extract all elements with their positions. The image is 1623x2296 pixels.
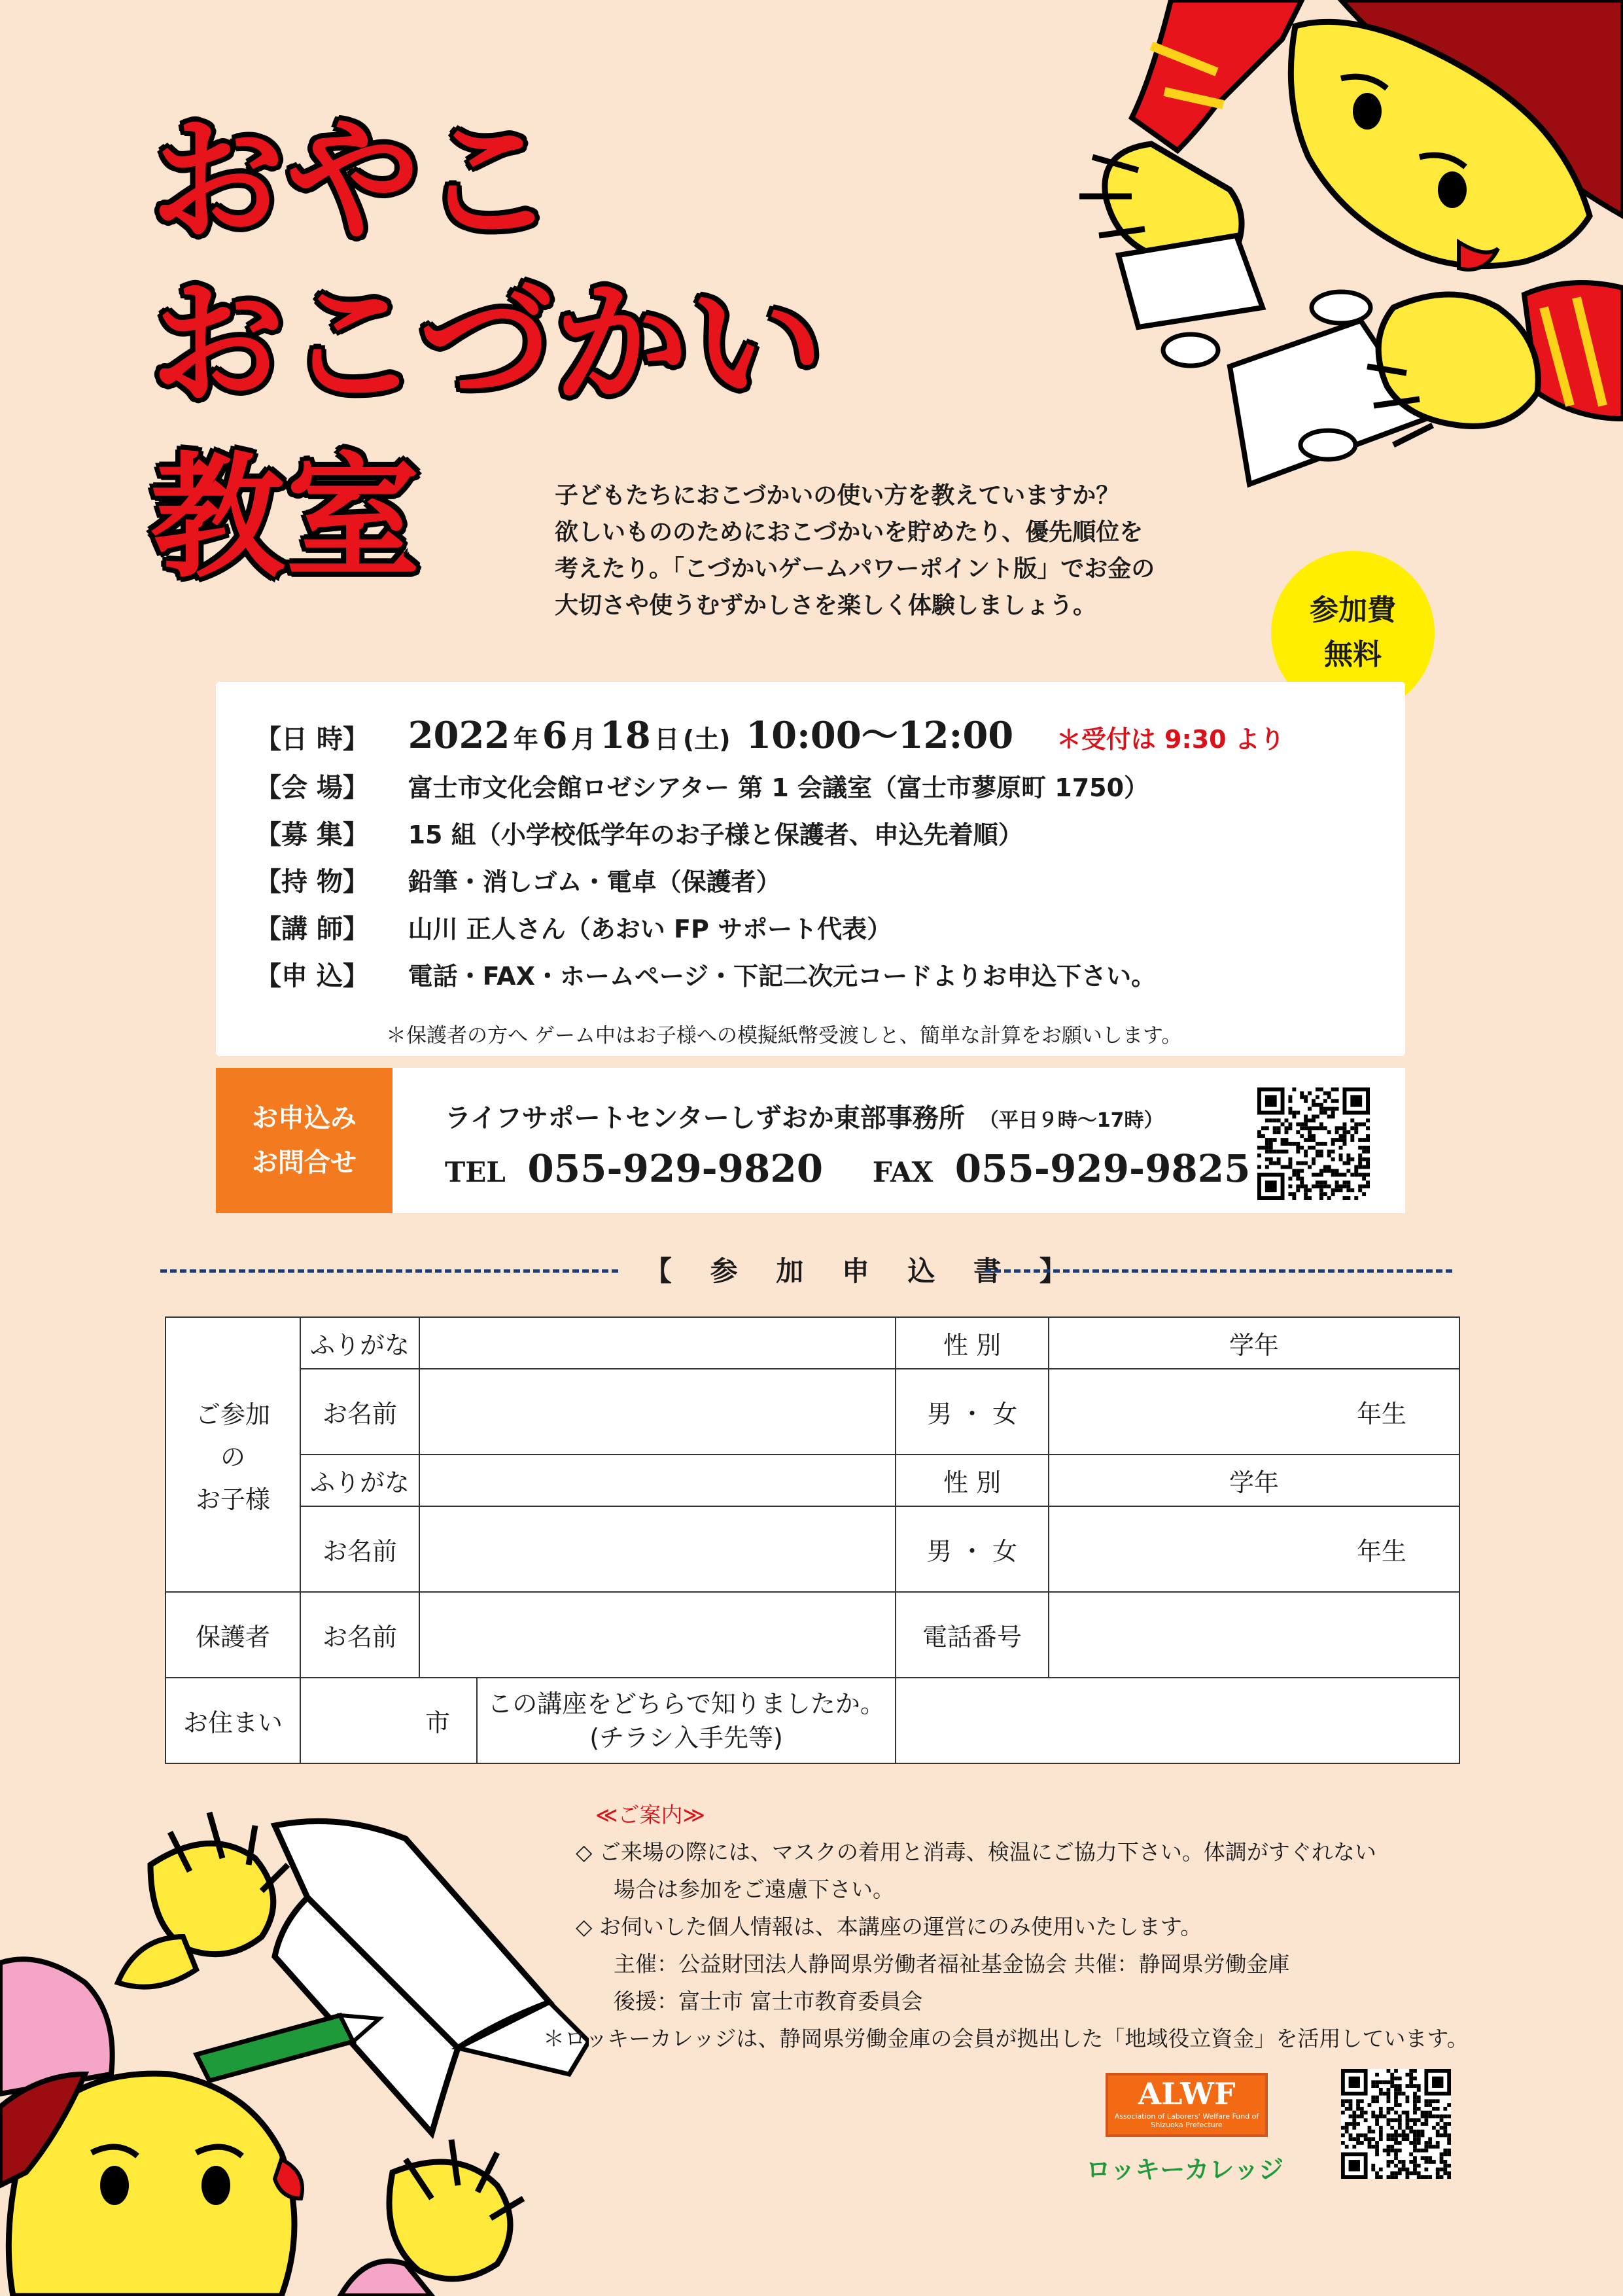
form-row <box>166 1592 1459 1678</box>
form-row <box>166 1678 1459 1763</box>
support-text: 後援：富士市 富士市教育委員会 <box>614 1988 923 2014</box>
contact-label-1: お申込み <box>252 1103 357 1133</box>
character-illustration-bottom <box>0 1767 589 2296</box>
phone-label: 電話番号 <box>896 1592 1049 1678</box>
contact-org <box>445 1097 1164 1135</box>
child-label <box>166 1317 300 1592</box>
info-value-lecturer: 山川 正人さん（あおい FP サポート代表） <box>408 915 892 944</box>
address-label: お住まい <box>166 1678 300 1763</box>
event-info-box <box>216 682 1405 1056</box>
name-label: お名前 <box>300 1369 419 1455</box>
furigana-label: ふりがな <box>300 1455 419 1506</box>
name-label: お名前 <box>300 1592 419 1678</box>
accept-time: ＊受付は 9:30 より <box>1056 725 1285 754</box>
grade-label: 学年 <box>1049 1455 1459 1506</box>
gender-label: 性 別 <box>896 1317 1049 1369</box>
guardian-note: ＊保護者の方へ ゲーム中はお子様への模擬紙幣受渡しと、簡単な計算をお願いします。 <box>386 1024 1182 1048</box>
alwf-logo <box>1106 2073 1268 2137</box>
info-row-date <box>255 707 1285 759</box>
alwf-logo-name: ALWF <box>1138 2076 1236 2111</box>
title-line-1: おやこ <box>150 103 557 259</box>
notice-heading: ≪ご案内≫ <box>595 1802 706 1828</box>
fee-line-1: 参加費 <box>1310 593 1396 627</box>
form-row <box>166 1317 1459 1369</box>
info-value-apply: 電話・FAX・ホームページ・下記二次元コードよりお申込下さい。 <box>408 962 1157 991</box>
fax-number: 055-929-9825 <box>954 1146 1251 1191</box>
info-key-venue: 【会 場】 <box>255 773 369 803</box>
child1-name-field[interactable] <box>419 1369 896 1455</box>
contact-label <box>216 1068 393 1213</box>
date-nen: 年 <box>514 725 539 754</box>
intro-line: 子どもたちにおこづかいの使い方を教えていますか？ <box>555 482 1120 509</box>
fax-label: FAX <box>872 1156 934 1188</box>
source-question <box>477 1678 896 1763</box>
child-label-2: の <box>220 1442 245 1472</box>
fund-note: ＊ロッキーカレッジは、静岡県労働金庫の会員が拠出した「地域役立資金」を活用しています。 <box>543 2026 1469 2051</box>
date-year: 2022 <box>408 714 510 757</box>
intro-text <box>555 478 1209 624</box>
phone-field[interactable] <box>1049 1592 1459 1678</box>
info-key-recruit: 【募 集】 <box>255 820 369 850</box>
title-line-3: 教室 <box>150 440 421 596</box>
notice-section <box>543 1796 1557 2057</box>
contact-label-2: お問合せ <box>252 1148 357 1178</box>
guardian-label: 保護者 <box>166 1592 300 1678</box>
info-key-apply: 【申 込】 <box>255 961 369 991</box>
child-label-3: お子様 <box>195 1485 270 1514</box>
child-label-1: ご参加 <box>195 1400 270 1429</box>
info-value-items: 鉛筆・消しゴム・電卓（保護者） <box>408 868 781 896</box>
date-month: 6 <box>542 714 568 757</box>
grade-label: 学年 <box>1049 1317 1459 1369</box>
child1-furigana-field[interactable] <box>419 1317 896 1369</box>
form-row <box>166 1369 1459 1455</box>
child1-grade-field[interactable]: 年生 <box>1049 1369 1459 1455</box>
contact-hours: （平日９時〜17時） <box>979 1109 1164 1132</box>
source-question-line-2: (チラシ入手先等) <box>589 1723 783 1752</box>
intro-line: 欲しいもののためにおこづかいを貯めたり、優先順位を <box>555 519 1143 546</box>
form-divider-right <box>985 1269 1452 1273</box>
fee-line-2: 無料 <box>1324 638 1382 671</box>
character-illustration-top <box>1001 0 1623 550</box>
contact-org-name: ライフサポートセンターしずおか東部事務所 <box>445 1103 965 1133</box>
info-row-apply <box>255 955 1156 993</box>
sponsor-text: 主催：公益財団法人静岡県労働者福祉基金協会 共催：静岡県労働金庫 <box>614 1951 1290 1977</box>
alwf-logo-sub: Association of Laborers' Welfare Fund of Shizuoka Prefecture <box>1114 2112 1259 2129</box>
info-key-items: 【持 物】 <box>255 867 369 897</box>
info-row-items <box>255 861 781 898</box>
notice-item-1-cont: 場合は参加をご遠慮下さい。 <box>614 1877 894 1902</box>
info-row-venue <box>255 767 1149 804</box>
source-question-line-1: この講座をどちらで知りましたか。 <box>487 1689 885 1718</box>
info-row-recruit <box>255 814 1023 851</box>
notice-item-2: ◇ お伺いした個人情報は、本講座の運営にのみ使用いたします。 <box>576 1914 1202 1939</box>
furigana-label: ふりがな <box>300 1317 419 1369</box>
qr-code-icon[interactable] <box>1341 2069 1451 2179</box>
title-line-2: おこづかい <box>150 267 825 423</box>
contact-box <box>216 1068 1405 1213</box>
form-row <box>166 1455 1459 1506</box>
source-answer-field[interactable] <box>896 1678 1459 1763</box>
intro-line: 考えたり。「こづかいゲームパワーポイント版」でお金の <box>555 556 1155 582</box>
contact-numbers <box>445 1146 1251 1191</box>
qr-code-graphic <box>1341 2069 1451 2179</box>
info-row-lecturer <box>255 908 892 945</box>
info-key-date: 【日 時】 <box>255 724 369 754</box>
child2-gender-choice[interactable]: 男 ・ 女 <box>896 1506 1049 1592</box>
gender-label: 性 別 <box>896 1455 1049 1506</box>
child2-furigana-field[interactable] <box>419 1455 896 1506</box>
tel-number[interactable]: 055-929-9820 <box>527 1146 824 1191</box>
form-title: 【 参 加 申 込 書 】 <box>644 1255 1081 1287</box>
name-label: お名前 <box>300 1506 419 1592</box>
child2-grade-field[interactable]: 年生 <box>1049 1506 1459 1592</box>
qr-code-graphic <box>1257 1087 1370 1200</box>
application-form <box>165 1316 1460 1764</box>
form-divider-left <box>160 1269 618 1273</box>
qr-code-icon[interactable] <box>1257 1087 1370 1200</box>
form-row <box>166 1506 1459 1592</box>
child1-gender-choice[interactable]: 男 ・ 女 <box>896 1369 1049 1455</box>
info-value-recruit: 15 組（小学校低学年のお子様と保護者、申込先着順） <box>408 821 1023 849</box>
rocky-college-logo: ロッキーカレッジ <box>1086 2155 1284 2184</box>
date-day: 18 <box>599 714 651 757</box>
notice-item-1: ◇ ご来場の際には、マスクの着用と消毒、検温にご協力下さい。体調がすぐれない <box>576 1839 1376 1865</box>
guardian-name-field[interactable] <box>419 1592 896 1678</box>
info-key-lecturer: 【講 師】 <box>255 914 369 944</box>
date-time: 10:00〜12:00 <box>746 714 1014 757</box>
city-field[interactable]: 市 <box>300 1678 477 1763</box>
child2-name-field[interactable] <box>419 1506 896 1592</box>
intro-line: 大切さや使うむずかしさを楽しく体験しましょう。 <box>555 592 1097 619</box>
date-nichi: 日 <box>654 725 680 754</box>
date-gatsu: 月 <box>571 725 597 754</box>
date-weekday: (土) <box>682 725 731 754</box>
tel-label: TEL <box>445 1156 506 1188</box>
info-value-venue: 富士市文化会館ロゼシアター 第 1 会議室（富士市蓼原町 1750） <box>408 773 1149 802</box>
